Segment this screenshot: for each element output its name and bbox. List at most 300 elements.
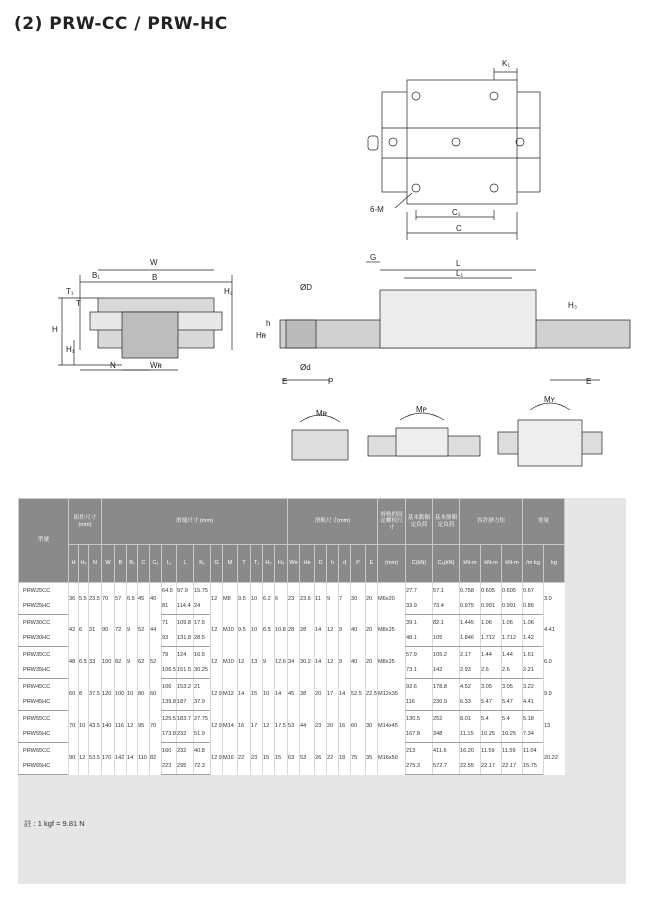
cell-h3: 6 — [275, 583, 288, 615]
n-label: N — [110, 361, 116, 370]
t1-label: T₁ — [66, 287, 74, 296]
cell-my: 22.17 — [502, 759, 523, 775]
cell-mp: 22.17 — [481, 759, 502, 775]
cell-mr: 0.975 — [460, 599, 481, 615]
cell-mp: 11.59 — [481, 743, 502, 759]
6m-label: 6-M — [370, 205, 384, 214]
cell-l: 183.7 — [177, 711, 194, 727]
cell-wr: 53 — [288, 711, 300, 743]
cell-l: 124 — [177, 647, 194, 663]
cell-hr: 44 — [300, 711, 315, 743]
cell-h3: 14 — [275, 679, 288, 711]
l1-label: L₁ — [456, 269, 464, 278]
cell-w: 100 — [102, 647, 115, 679]
cell-h: 36 — [69, 583, 79, 615]
cell-l: 232 — [177, 727, 194, 743]
cell-h2: 9 — [263, 647, 275, 679]
cell-d: 9 — [339, 615, 351, 647]
cell-l: 153.2 — [177, 679, 194, 695]
my-label: Mʏ — [544, 395, 555, 404]
cell-h: 90 — [69, 743, 79, 775]
cell-wb: 0.67 — [523, 583, 544, 599]
cell-k1: 28.5 — [194, 631, 211, 647]
header-col-8: L₁ — [162, 545, 177, 583]
header-col-19: D — [315, 545, 327, 583]
b-label: B — [152, 273, 158, 282]
cell-c1: 82 — [150, 743, 162, 775]
header-col-20: h — [327, 545, 339, 583]
model-cell: PRW65CC — [19, 743, 69, 759]
h-label: H — [52, 325, 58, 334]
cell-d: 7 — [339, 583, 351, 615]
cell-e: 22.5 — [366, 679, 378, 711]
cell-l1: 160 — [162, 743, 177, 759]
cell-mr: 1.846 — [460, 631, 481, 647]
header-col-16: H₃ — [275, 545, 288, 583]
cell-mr: 2.93 — [460, 663, 481, 679]
cell-ck: 116 — [406, 695, 433, 711]
cell-l1: 93 — [162, 631, 177, 647]
cell-l: 114.4 — [177, 599, 194, 615]
header-col-18: Hʀ — [300, 545, 315, 583]
cell-p: 30 — [351, 583, 366, 615]
cell-l: 131.8 — [177, 631, 194, 647]
header-col-12: M — [223, 545, 238, 583]
cell-wb: 1.61 — [523, 647, 544, 663]
cell-mp: 2.6 — [481, 663, 502, 679]
cell-l1: 106 — [162, 679, 177, 695]
cell-wb: 1.06 — [523, 615, 544, 631]
cell-k1: 17.5 — [194, 615, 211, 631]
cell-k1: 72.3 — [194, 759, 211, 775]
cell-l1: 79 — [162, 647, 177, 663]
header-col-1: H₁ — [79, 545, 89, 583]
cell-l1: 71 — [162, 615, 177, 631]
c1-label: C₁ — [452, 208, 461, 217]
cell-mr: 16.20 — [460, 743, 481, 759]
cell-b: 72 — [115, 615, 127, 647]
header-col-23: E — [366, 545, 378, 583]
cell-c0: 178.8 — [433, 679, 460, 695]
cell-d: 23 — [315, 711, 327, 743]
cell-mp: 5.47 — [481, 695, 502, 711]
header-col-10: K₁ — [194, 545, 211, 583]
cell-my: 0.991 — [502, 599, 523, 615]
cell-t1: 10 — [251, 583, 263, 615]
cell-c: 110 — [138, 743, 150, 775]
cell-b: 142 — [115, 743, 127, 775]
cell-h3: 12.6 — [275, 647, 288, 679]
cell-c0: 348 — [433, 727, 460, 743]
cell-h: 20 — [327, 711, 339, 743]
cell-n: 43.5 — [89, 711, 102, 743]
e-label-right: E — [586, 377, 592, 386]
cell-h: 9 — [327, 583, 339, 615]
cell-h3: 15 — [275, 743, 288, 775]
cell-rail-weight: 3.0 — [544, 583, 565, 615]
cell-k1: 21 — [194, 679, 211, 695]
cell-l1: 173.8 — [162, 727, 177, 743]
cell-bolt: M6x20 — [378, 583, 406, 615]
cell-c: 52 — [138, 615, 150, 647]
cell-h2: 15 — [263, 743, 275, 775]
cell-my: 1.44 — [502, 647, 523, 663]
cell-c: 95 — [138, 711, 150, 743]
cell-t: 14 — [238, 679, 251, 711]
cell-my: 5.4 — [502, 711, 523, 727]
cell-mp: 10.25 — [481, 727, 502, 743]
cell-mr: 6.33 — [460, 695, 481, 711]
cell-t1: 23 — [251, 743, 263, 775]
cell-b: 82 — [115, 647, 127, 679]
cell-c0: 57.1 — [433, 583, 460, 599]
cell-bolt: M8x25 — [378, 647, 406, 679]
cell-t1: 17 — [251, 711, 263, 743]
cell-c0: 73.4 — [433, 599, 460, 615]
header-col-5: B₁ — [127, 545, 138, 583]
cell-h: 12 — [327, 647, 339, 679]
cell-b: 57 — [115, 583, 127, 615]
side-view — [280, 262, 630, 380]
cell-c0: 252 — [433, 711, 460, 727]
cell-g: 12.9 — [211, 679, 223, 711]
l-label: L — [456, 259, 461, 268]
model-cell: PRW35CC — [19, 647, 69, 663]
table-row — [19, 583, 565, 599]
cell-p: 40 — [351, 647, 366, 679]
cell-rail-weight: 4.41 — [544, 615, 565, 647]
cell-k1: 30.25 — [194, 663, 211, 679]
cell-wr: 34 — [288, 647, 300, 679]
table-row — [19, 743, 565, 759]
spec-table — [18, 498, 565, 775]
cell-g: 12 — [211, 647, 223, 679]
cell-h: 22 — [327, 743, 339, 775]
spec-table-panel — [18, 498, 626, 884]
header-col-3: W — [102, 545, 115, 583]
header-col-9: L — [177, 545, 194, 583]
cell-hr: 23.6 — [300, 583, 315, 615]
cell-ck: 130.5 — [406, 711, 433, 727]
cell-t: 16 — [238, 711, 251, 743]
cell-h: 17 — [327, 679, 339, 711]
cell-c1: 52 — [150, 647, 162, 679]
cell-c0: 230.9 — [433, 695, 460, 711]
cell-rail-weight: 13 — [544, 711, 565, 743]
cell-m: M10 — [223, 647, 238, 679]
cell-p: 60 — [351, 711, 366, 743]
cell-e: 35 — [366, 743, 378, 775]
cell-h1: 5.5 — [79, 583, 89, 615]
cell-l: 151.5 — [177, 663, 194, 679]
cell-wr: 63 — [288, 743, 300, 775]
cell-t: 12 — [238, 647, 251, 679]
od-label: ØD — [300, 283, 312, 292]
t-label: T — [76, 299, 81, 308]
cell-mr: 8.01 — [460, 711, 481, 727]
header-bolt: 滑軌的固定螺栓尺寸 — [378, 499, 406, 545]
c-label: C — [456, 224, 462, 233]
header-col-31: kg — [544, 545, 565, 583]
cell-ck: 57.9 — [406, 647, 433, 663]
cell-h: 60 — [69, 679, 79, 711]
cell-rail-weight: 20.22 — [544, 743, 565, 775]
cell-l1: 106.5 — [162, 663, 177, 679]
cell-bolt: M14x45 — [378, 711, 406, 743]
cell-ck: 73.1 — [406, 663, 433, 679]
h3-label: H₃ — [568, 301, 578, 310]
cell-bolt: M8x25 — [378, 615, 406, 647]
cell-h: 70 — [69, 711, 79, 743]
cell-p: 75 — [351, 743, 366, 775]
cell-n: 53.5 — [89, 743, 102, 775]
cell-d: 14 — [315, 615, 327, 647]
cell-mr: 1.445 — [460, 615, 481, 631]
cell-b: 116 — [115, 711, 127, 743]
header-col-11: G — [211, 545, 223, 583]
cell-l1: 125.5 — [162, 711, 177, 727]
cell-c: 45 — [138, 583, 150, 615]
cell-c1: 44 — [150, 615, 162, 647]
cell-c1: 70 — [150, 711, 162, 743]
cell-t1: 13 — [251, 647, 263, 679]
model-cell: PRW45CC — [19, 679, 69, 695]
table-row — [19, 647, 565, 663]
header-col-17: Wʀ — [288, 545, 300, 583]
e-label-left: E — [282, 377, 288, 386]
cell-my: 2.6 — [502, 663, 523, 679]
cell-c1: 60 — [150, 679, 162, 711]
cell-rail-weight: 9.9 — [544, 679, 565, 711]
cell-m: M14 — [223, 711, 238, 743]
g-label: G — [370, 253, 377, 262]
cell-w: 120 — [102, 679, 115, 711]
cell-wb: 2.21 — [523, 663, 544, 679]
model-cell: PRW25CC — [19, 583, 69, 599]
cell-d: 16 — [339, 711, 351, 743]
mr-label: Mʀ — [316, 409, 327, 418]
header-col-15: H₂ — [263, 545, 275, 583]
cell-ck: 275.3 — [406, 759, 433, 775]
cell-mp: 1.712 — [481, 631, 502, 647]
cell-h2: 12 — [263, 711, 275, 743]
cell-g: 12.9 — [211, 711, 223, 743]
cell-m: M16 — [223, 743, 238, 775]
model-cell: PRW30HC — [19, 631, 69, 647]
header-assembly: 組件尺寸 (mm) — [69, 499, 102, 545]
hr-label: Hʀ — [256, 331, 267, 340]
cell-t1: 10 — [251, 615, 263, 647]
cell-k1: 15.75 — [194, 583, 211, 599]
header-col-29: kN-m — [502, 545, 523, 583]
cell-n: 31 — [89, 615, 102, 647]
cell-wb: 15.75 — [523, 759, 544, 775]
cell-h2: 10 — [263, 679, 275, 711]
cell-e: 20 — [366, 647, 378, 679]
cell-d: 9 — [339, 647, 351, 679]
cell-c: 62 — [138, 647, 150, 679]
header-rail: 滑軌尺寸(mm) — [288, 499, 378, 545]
cell-rail-weight: 6.0 — [544, 647, 565, 679]
model-cell: PRW45HC — [19, 695, 69, 711]
cell-wb: 11.04 — [523, 743, 544, 759]
b1-label: B₁ — [92, 271, 101, 280]
header-col-24: (mm) — [378, 545, 406, 583]
h1-label: H₁ — [66, 345, 75, 354]
cell-bolt: M16x50 — [378, 743, 406, 775]
header-block: 滑塊尺寸 (mm) — [102, 499, 288, 545]
header-col-27: kN-m — [460, 545, 481, 583]
header-col-22: P — [351, 545, 366, 583]
cell-wr: 45 — [288, 679, 300, 711]
cell-hr: 53 — [300, 743, 315, 775]
cell-e: 20 — [366, 615, 378, 647]
cell-k1: 27.75 — [194, 711, 211, 727]
cell-b1: 12 — [127, 711, 138, 743]
cell-t: 9.5 — [238, 583, 251, 615]
cell-wb: 0.86 — [523, 599, 544, 615]
header-col-14: T₁ — [251, 545, 263, 583]
cell-h2: 6.5 — [263, 615, 275, 647]
cell-my: 10.25 — [502, 727, 523, 743]
cell-h1: 10 — [79, 711, 89, 743]
cell-ck: 48.1 — [406, 631, 433, 647]
cell-l1: 81 — [162, 599, 177, 615]
p-label: P — [328, 377, 334, 386]
header-col-6: C — [138, 545, 150, 583]
model-cell: PRW25HC — [19, 599, 69, 615]
cell-h3: 10.8 — [275, 615, 288, 647]
cell-g: 12.9 — [211, 743, 223, 775]
cell-c1: 40 — [150, 583, 162, 615]
header-model: 型號 — [19, 499, 69, 583]
cell-c0: 411.6 — [433, 743, 460, 759]
cell-my: 3.05 — [502, 679, 523, 695]
cell-my: 0.605 — [502, 583, 523, 599]
cell-h: 48 — [69, 647, 79, 679]
cell-wr: 28 — [288, 615, 300, 647]
model-cell: PRW30CC — [19, 615, 69, 631]
cell-my: 11.59 — [502, 743, 523, 759]
cell-l1: 64.5 — [162, 583, 177, 599]
cell-c0: 105 — [433, 631, 460, 647]
header-basic-dynamic: 基本動額定負荷 — [406, 499, 433, 545]
cell-ck: 167.8 — [406, 727, 433, 743]
cell-mp: 1.44 — [481, 647, 502, 663]
cell-k1: 40.8 — [194, 743, 211, 759]
cell-h: 42 — [69, 615, 79, 647]
cell-my: 1.06 — [502, 615, 523, 631]
cell-b1: 9 — [127, 647, 138, 679]
cell-h1: 6 — [79, 615, 89, 647]
cell-b1: 10 — [127, 679, 138, 711]
cell-mp: 3.05 — [481, 679, 502, 695]
cell-mr: 2.17 — [460, 647, 481, 663]
cell-ck: 213 — [406, 743, 433, 759]
cell-k1: 51.9 — [194, 727, 211, 743]
header-col-28: kN-m — [481, 545, 502, 583]
cell-m: M10 — [223, 615, 238, 647]
header-col-21: d — [339, 545, 351, 583]
cell-e: 30 — [366, 711, 378, 743]
technical-drawing — [0, 40, 645, 495]
h-small-label: h — [266, 319, 271, 328]
moment-views — [292, 403, 602, 466]
cell-h: 12 — [327, 615, 339, 647]
table-row — [19, 615, 565, 631]
header-basic-static: 基本靜額定負荷 — [433, 499, 460, 545]
cell-g: 12 — [211, 615, 223, 647]
model-cell: PRW35HC — [19, 663, 69, 679]
header-col-7: C₁ — [150, 545, 162, 583]
cell-wb: 7.34 — [523, 727, 544, 743]
cell-l: 295 — [177, 759, 194, 775]
cell-h2: 6.2 — [263, 583, 275, 615]
cell-k1: 24 — [194, 599, 211, 615]
conversion-note: 註 : 1 kgf = 9.81 N — [24, 819, 85, 828]
cell-h1: 8 — [79, 679, 89, 711]
cell-n: 33 — [89, 647, 102, 679]
cell-c0: 142 — [433, 663, 460, 679]
cell-my: 1.712 — [502, 631, 523, 647]
cell-l: 97.9 — [177, 583, 194, 599]
cell-t1: 15 — [251, 679, 263, 711]
cell-d: 18 — [339, 743, 351, 775]
cell-n: 37.5 — [89, 679, 102, 711]
cell-d: 26 — [315, 743, 327, 775]
cell-m: M8 — [223, 583, 238, 615]
cell-hr: 30.2 — [300, 647, 315, 679]
header-col-25: C(kN) — [406, 545, 433, 583]
page-title: (2) PRW-CC / PRW-HC — [14, 14, 228, 34]
table-row — [19, 711, 565, 727]
model-cell: PRW55CC — [19, 711, 69, 727]
cell-d: 14 — [315, 647, 327, 679]
cell-p: 52.5 — [351, 679, 366, 711]
cell-b1: 9 — [127, 615, 138, 647]
header-col-26: C₀(kN) — [433, 545, 460, 583]
table-row — [19, 679, 565, 695]
header-col-0: H — [69, 545, 79, 583]
cell-mp: 0.991 — [481, 599, 502, 615]
header-weight: 重量 — [523, 499, 565, 545]
k1-label: K₁ — [502, 59, 511, 68]
cell-c0: 105.2 — [433, 647, 460, 663]
cell-ck: 27.7 — [406, 583, 433, 599]
header-col-2: N — [89, 545, 102, 583]
cell-wb: 1.42 — [523, 631, 544, 647]
cell-mr: 4.52 — [460, 679, 481, 695]
cell-k1: 16.5 — [194, 647, 211, 663]
header-col-13: T — [238, 545, 251, 583]
cell-ck: 33.9 — [406, 599, 433, 615]
cell-c: 80 — [138, 679, 150, 711]
front-view — [58, 270, 232, 370]
cell-b1: 6.5 — [127, 583, 138, 615]
cell-hr: 38 — [300, 679, 315, 711]
cell-h3: 17.5 — [275, 711, 288, 743]
cell-l: 232 — [177, 743, 194, 759]
cell-mr: 22.55 — [460, 759, 481, 775]
cell-c0: 82.1 — [433, 615, 460, 631]
cell-w: 170 — [102, 743, 115, 775]
w-label: W — [150, 258, 158, 267]
cell-g: 12 — [211, 583, 223, 615]
model-cell: PRW65HC — [19, 759, 69, 775]
cell-d: 11 — [315, 583, 327, 615]
cell-bolt: M12x35 — [378, 679, 406, 711]
cell-l: 187 — [177, 695, 194, 711]
